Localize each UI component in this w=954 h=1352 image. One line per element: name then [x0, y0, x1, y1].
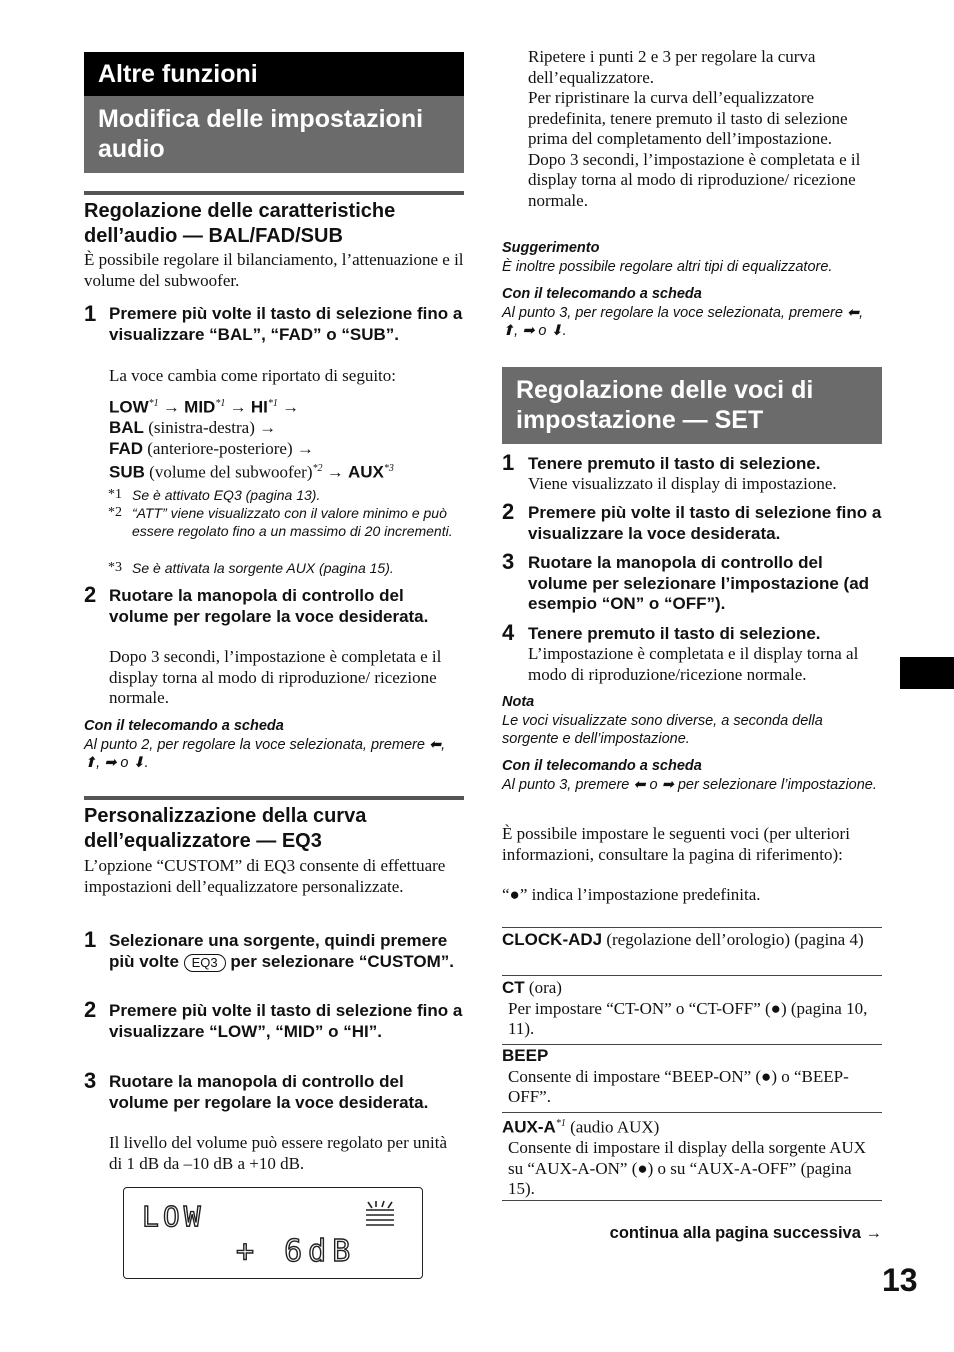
step-number: 2 — [84, 582, 97, 607]
seq-hi: HI — [250, 397, 268, 417]
footnote — [108, 486, 464, 504]
step-number: 2 — [84, 997, 97, 1022]
section-intro: È possibile regolare il bilanciamento, l’attenuazione e il volume del subwoofer. — [84, 250, 464, 290]
tip-heading: Con il telecomando a scheda — [502, 286, 702, 302]
seq-bal: BAL — [109, 418, 144, 438]
footnote-ref: *1 — [555, 1118, 566, 1129]
step-text: Premere più volte il tasto di selezione fino a visualizzare la voce desiderata. — [528, 503, 882, 543]
tip-text: Al punto 2, per regolare la voce selezionata, premere ⬅, ⬆, ➡ o ⬇. — [84, 737, 446, 771]
step-number: 2 — [502, 499, 515, 524]
table-rule — [502, 927, 882, 928]
page-number: 13 — [882, 1262, 918, 1298]
step-number: 4 — [502, 620, 515, 645]
item-key: CT — [502, 978, 525, 997]
banner-subtitle: Modifica delle impostazioni audio — [84, 96, 464, 173]
item-desc: (audio AUX) — [570, 1117, 660, 1137]
table-rule — [502, 1044, 882, 1045]
arrow-icon: → — [259, 418, 277, 438]
table-rule — [502, 1200, 882, 1201]
footnote — [108, 504, 464, 540]
section-intro: L’opzione “CUSTOM” di EQ3 consente di effettuare impostazioni dell’equalizzatore personalizzate. — [84, 856, 446, 896]
lcd-line-2: + 6dB — [236, 1234, 357, 1269]
seq-mid: MID — [184, 397, 216, 417]
footnote — [108, 559, 464, 577]
section-heading: Personalizzazione della curva dell’equalizzatore — EQ3 — [84, 805, 367, 852]
seq-low: LOW — [109, 397, 149, 417]
continue-link[interactable]: continua alla pagina successiva → — [609, 1224, 882, 1242]
eq3-key-icon: EQ3 — [184, 954, 226, 972]
step-text — [109, 931, 464, 972]
note-text: Le voci visualizzate sono diverse, a seconda della sorgente e dell’impostazione. — [502, 713, 823, 747]
step-number: 3 — [502, 549, 515, 574]
step-number: 1 — [84, 301, 97, 326]
step-text: Premere più volte il tasto di selezione fino a visualizzare “BAL”, “FAD” o “SUB”. — [109, 304, 463, 344]
section-banner — [84, 52, 464, 96]
seq-fad-desc: (anteriore-posteriore) — [147, 438, 293, 458]
footnote-mark: *3 — [108, 560, 122, 575]
step-text: Ruotare la manopola di controllo del volume per regolare la voce desiderata. — [109, 586, 429, 626]
seq-sub: SUB — [109, 462, 145, 482]
item-key: CLOCK-ADJ — [502, 930, 603, 949]
step-text-part: per selezionare “CUSTOM”. — [230, 951, 454, 971]
item-desc: (regolazione dell’orologio) (pagina 4) — [606, 930, 864, 949]
arrow-icon: → — [326, 462, 344, 482]
footnote-mark: *1 — [108, 487, 122, 502]
step-number: 1 — [502, 450, 515, 475]
footnote-ref: *1 — [267, 398, 278, 409]
step-subtext: L’impostazione è completata e il display torna al modo di riproduzione/ricezione normale. — [528, 644, 859, 684]
settings-item — [502, 1114, 882, 1200]
tip-heading: Con il telecomando a scheda — [84, 718, 284, 734]
step-text: Ruotare la manopola di controllo del volume per regolare la voce desiderata. — [109, 1072, 429, 1112]
divider — [84, 191, 464, 195]
tip-text: È inoltre possibile regolare altri tipi di equalizzatore. — [502, 259, 833, 275]
step-subtext: Il livello del volume può essere regolato per unità di 1 dB da –10 dB a +10 dB. — [109, 1133, 448, 1173]
step-number: 3 — [84, 1068, 97, 1093]
arrow-icon: → — [282, 397, 300, 417]
item-body: Consente di impostare il display della sorgente AUX su “AUX-A-ON” (●) o su “AUX-A-OFF” (pagina 15). — [508, 1138, 867, 1199]
arrow-icon: → — [229, 397, 247, 417]
settings-item — [502, 930, 882, 951]
section-heading: Regolazione delle caratteristiche dell’audio — BAL/FAD/SUB — [84, 200, 396, 247]
item-body: Per impostare “CT-ON” o “CT-OFF” (●) (pagina 10, 11). — [508, 998, 868, 1038]
tip-text: Al punto 3, premere ⬅ o ➡ per selezionare l’impostazione. — [502, 777, 877, 793]
footnote-text: Se è attivato EQ3 (pagina 13). — [132, 487, 321, 503]
continued-text: Ripetere i punti 2 e 3 per regolare la curva dell’equalizzatore. Per ripristinare la curva dell’equalizzatore predefinita, tenere premuto il tasto di selezione prima del completamento dell’impostazione. Dopo 3 secondi, l’impostazione è completata e il display torna al modo di riproduzione/ ricezione normale. — [528, 47, 861, 210]
lcd-line-1: LOW — [142, 1200, 205, 1233]
eq-icon — [362, 1200, 398, 1230]
note-heading: Nota — [502, 694, 535, 710]
banner-title: Altre funzioni — [98, 60, 258, 88]
footnote-ref: *1 — [148, 398, 159, 409]
table-rule — [502, 1112, 882, 1113]
arrow-icon: → — [162, 397, 180, 417]
footnote-mark: *2 — [108, 505, 122, 520]
settings-item — [502, 978, 882, 1040]
step-subtext: La voce cambia come riportato di seguito: — [109, 366, 397, 385]
seq-fad: FAD — [109, 438, 143, 458]
step-number: 1 — [84, 927, 97, 952]
seq-aux: AUX — [348, 462, 384, 482]
item-desc: (ora) — [528, 978, 562, 997]
seq-bal-desc: (sinistra-destra) — [148, 418, 255, 438]
step-text: Tenere premuto il tasto di selezione. — [528, 624, 821, 643]
footnote-ref: *3 — [383, 463, 394, 475]
item-key: BEEP — [502, 1046, 549, 1065]
step-text: Ruotare la manopola di controllo del volume per selezionare l’impostazione (ad esempio “ON” o “OFF”). — [528, 553, 870, 613]
footnote-text: Se è attivata la sorgente AUX (pagina 15). — [132, 560, 394, 576]
step-subtext: Dopo 3 secondi, l’impostazione è completata e il display torna al modo di riproduzione/ ricezione normale. — [109, 647, 442, 707]
step-text: Tenere premuto il tasto di selezione. — [528, 454, 821, 473]
settings-legend: “●” indica l’impostazione predefinita. — [502, 885, 761, 904]
item-body: Consente di impostare “BEEP-ON” (●) o “BEEP-OFF”. — [508, 1066, 849, 1106]
settings-item — [502, 1046, 882, 1108]
step-subtext: Viene visualizzato il display di impostazione. — [528, 474, 837, 493]
tip-heading: Con il telecomando a scheda — [502, 758, 702, 774]
section-banner: Regolazione delle voci di impostazione — SET — [502, 367, 882, 444]
divider — [84, 796, 464, 800]
footnote-ref: *1 — [215, 398, 226, 409]
item-key: AUX-A — [502, 1117, 556, 1137]
settings-intro: È possibile impostare le seguenti voci (per ulteriori informazioni, consultare la pagina di riferimento): — [502, 824, 850, 864]
footnote-text: “ATT” viene visualizzato con il valore minimo e può essere regolato fino a un massimo di 20 incrementi. — [132, 505, 453, 539]
step-text: Premere più volte il tasto di selezione fino a visualizzare “LOW”, “MID” o “HI”. — [109, 1001, 463, 1041]
footnote-ref: *2 — [312, 463, 323, 475]
lcd-display — [123, 1187, 423, 1279]
section-tab — [900, 657, 954, 689]
table-rule — [502, 975, 882, 976]
tip-text: Al punto 3, per regolare la voce selezionata, premere ⬅, ⬆, ➡ o ⬇. — [502, 305, 864, 339]
arrow-icon: → — [296, 438, 314, 458]
sequence-list — [109, 394, 464, 483]
tip-heading: Suggerimento — [502, 240, 600, 256]
seq-sub-desc: (volume del subwoofer) — [149, 462, 313, 482]
step-text-part: Selezionare una sorgente, quindi premere più volte — [109, 931, 448, 971]
